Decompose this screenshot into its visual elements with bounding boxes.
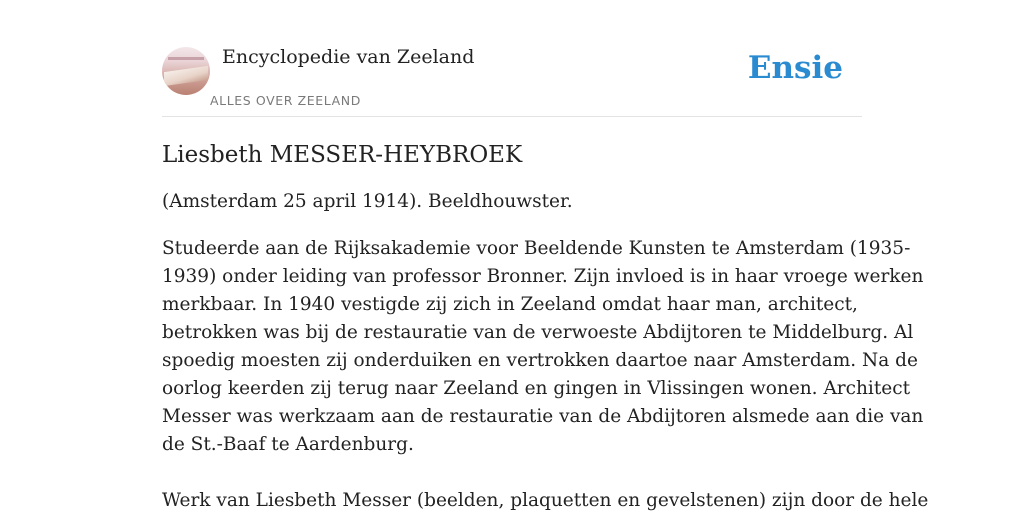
article-title: Liesbeth MESSER-HEYBROEK [162,142,523,168]
site-logo-avatar[interactable] [162,47,210,95]
article-paragraph-2: Werk van Liesbeth Messer (beelden, plaquetten en gevelstenen) zijn door de hele [162,490,929,511]
avatar-detail [168,57,204,60]
site-subtitle: ALLES OVER ZEELAND [210,93,361,108]
paragraph-line: de St.-Baaf te Aardenburg. [162,434,414,455]
paragraph-line: Messer was werkzaam aan de restauratie van de Abdijtoren alsmede aan die van [162,406,924,427]
article-intro: (Amsterdam 25 april 1914). Beeldhouwster. [162,191,573,212]
paragraph-line: merkbaar. In 1940 vestigde zij zich in Zeeland omdat haar man, architect, [162,294,858,315]
article-content [162,138,929,512]
avatar-detail [164,66,208,86]
paragraph-line: spoedig moesten zij onderduiken en vertrokken daartoe naar Amsterdam. Na de [162,350,918,371]
site-header [162,46,862,117]
brand-logo[interactable]: Ensie [747,50,843,86]
article-paragraph [162,235,924,459]
paragraph-line: betrokken was bij de restauratie van de verwoeste Abdijtoren te Middelburg. Al [162,322,914,343]
paragraph-line: oorlog keerden zij terug naar Zeeland en gingen in Vlissingen wonen. Architect [162,378,911,399]
paragraph-line: 1939) onder leiding van professor Bronner. Zijn invloed is in haar vroege werken [162,266,924,287]
paragraph-line: Studeerde aan de Rijksakademie voor Beeldende Kunsten te Amsterdam (1935- [162,238,911,259]
site-title[interactable]: Encyclopedie van Zeeland [222,46,475,68]
